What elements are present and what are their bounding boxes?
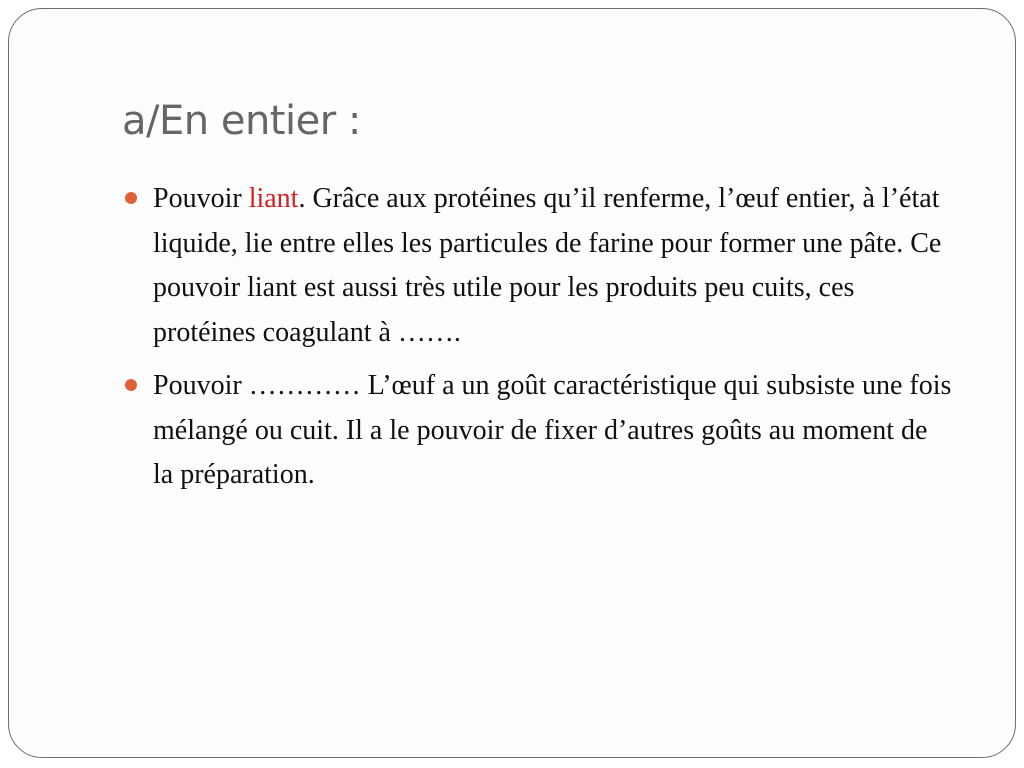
slide-title: a/En entier : bbox=[122, 98, 361, 144]
bullet-dot-icon bbox=[125, 192, 137, 204]
bullet-list bbox=[122, 177, 952, 507]
bullet-item-liant bbox=[122, 177, 952, 355]
bullet-highlight-word: liant bbox=[248, 183, 299, 214]
bullet-item-gout bbox=[122, 364, 952, 498]
bullet-prefix: Pouvoir bbox=[153, 370, 249, 401]
slide bbox=[8, 8, 1016, 758]
bullet-text: ………… L’œuf a un goût caractéristique qui subsiste une fois mélangé ou cuit. Il a le pouvoir de fixer d’autres goûts au moment de la préparation. bbox=[153, 370, 952, 490]
bullet-dot-icon bbox=[125, 379, 137, 391]
bullet-prefix: Pouvoir bbox=[153, 183, 249, 214]
bullet-text: . Grâce aux protéines qu’il renferme, l’œuf entier, à l’état liquide, lie entre elles les particules de farine pour former une pâte. Ce pouvoir liant est aussi très utile pour les produits peu cuits, ces protéines coagulant à ……. bbox=[153, 183, 942, 348]
